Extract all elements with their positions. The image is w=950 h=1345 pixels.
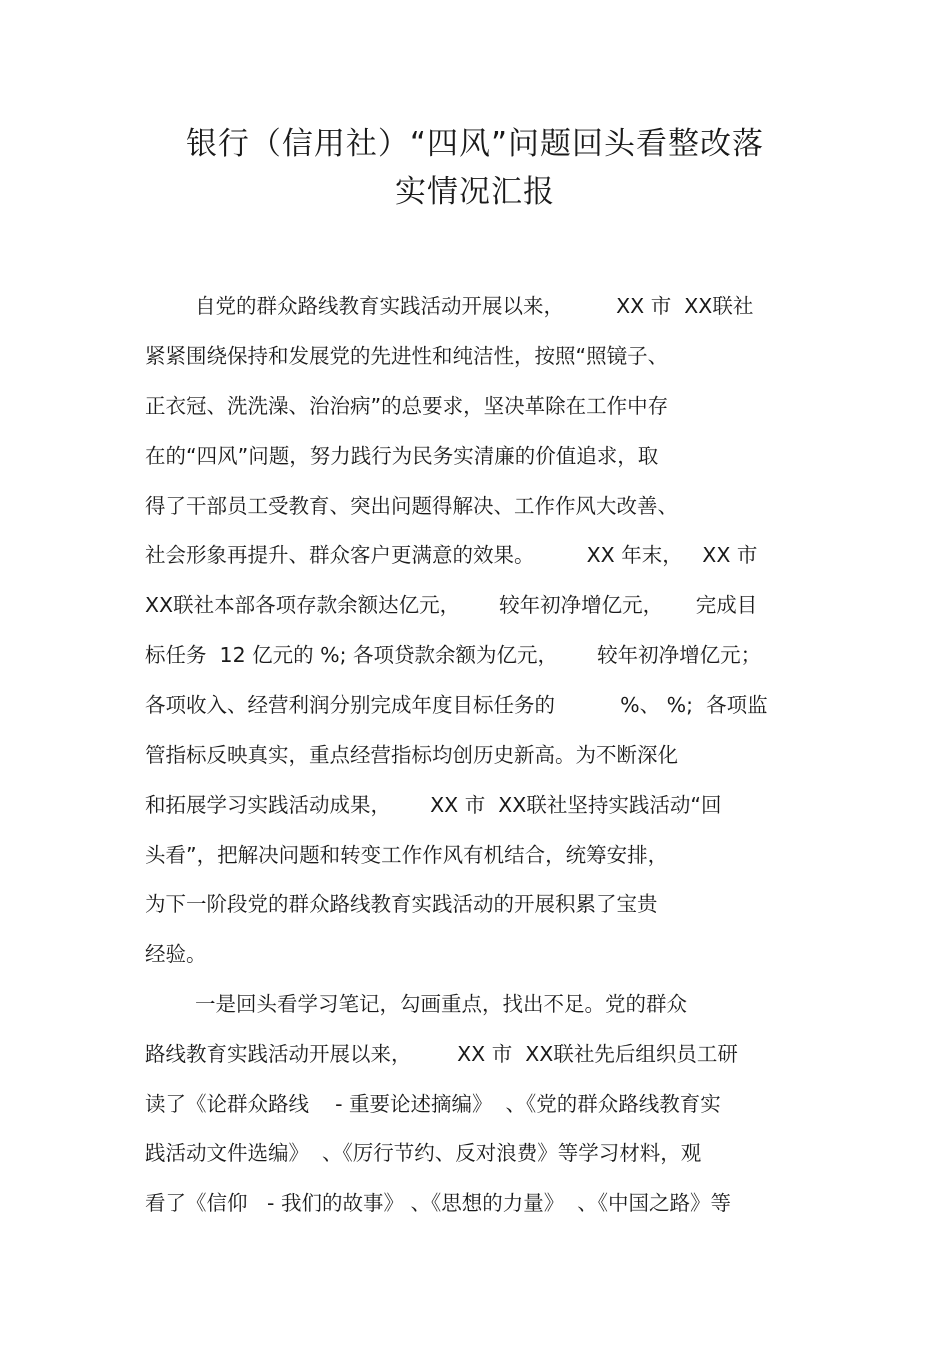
paragraph-line: 读了《论群众路线 - 重要论述摘编》 、《党的群众路线教育实 xyxy=(145,1092,721,1116)
paragraph-line: 社会形象再提升、群众客户更满意的效果。 XX 年末， XX 市 xyxy=(145,543,758,567)
paragraph-line: 看了《信仰 - 我们的故事》 、《思想的力量》 、《中国之路》等 xyxy=(145,1191,732,1215)
paragraph-line: 各项收入、经营利润分别完成年度目标任务的 %、 %; 各项监 xyxy=(145,693,768,717)
paragraph-line: 正衣冠、洗洗澡、治治病”的总要求，坚决革除在工作中存 xyxy=(145,394,669,418)
paragraph-line: 自党的群众路线教育实践活动开展以来， XX 市 XX联社 xyxy=(195,294,754,318)
paragraph-line: 得了干部员工受教育、突出问题得解决、工作作风大改善、 xyxy=(145,494,678,518)
paragraph-line: 在的“四风”问题，努力践行为民务实清廉的价值追求，取 xyxy=(145,444,659,468)
paragraph-line: 标任务 12 亿元的 %; 各项贷款余额为亿元， 较年初净增亿元； xyxy=(145,643,762,667)
paragraph-line: XX联社本部各项存款余额达亿元， 较年初净增亿元， 完成目 xyxy=(145,593,758,617)
paragraph-line: 为下一阶段党的群众路线教育实践活动的开展积累了宝贵 xyxy=(145,892,658,916)
document-title-line-1: 银行（信用社）“四风”问题回头看整改落 xyxy=(185,126,765,162)
paragraph-line: 践活动文件选编》 、《厉行节约、反对浪费》等学习材料，观 xyxy=(145,1141,702,1165)
paragraph-line: 经验。 xyxy=(145,942,207,966)
paragraph-line: 和拓展学习实践活动成果， XX 市 XX联社坚持实践活动“回 xyxy=(145,793,722,817)
paragraph-line: 管指标反映真实，重点经营指标均创历史新高。为不断深化 xyxy=(145,743,678,767)
paragraph-line: 一是回头看学习笔记，勾画重点，找出不足。党的群众 xyxy=(195,992,687,1016)
paragraph-line: 紧紧围绕保持和发展党的先进性和纯洁性，按照“照镜子、 xyxy=(145,344,669,368)
paragraph-line: 头看”，把解决问题和转变工作作风有机结合，统筹安排， xyxy=(145,843,669,867)
document-title-line-2: 实情况汇报 xyxy=(395,174,555,210)
paragraph-line: 路线教育实践活动开展以来， XX 市 XX联社先后组织员工研 xyxy=(145,1042,738,1066)
